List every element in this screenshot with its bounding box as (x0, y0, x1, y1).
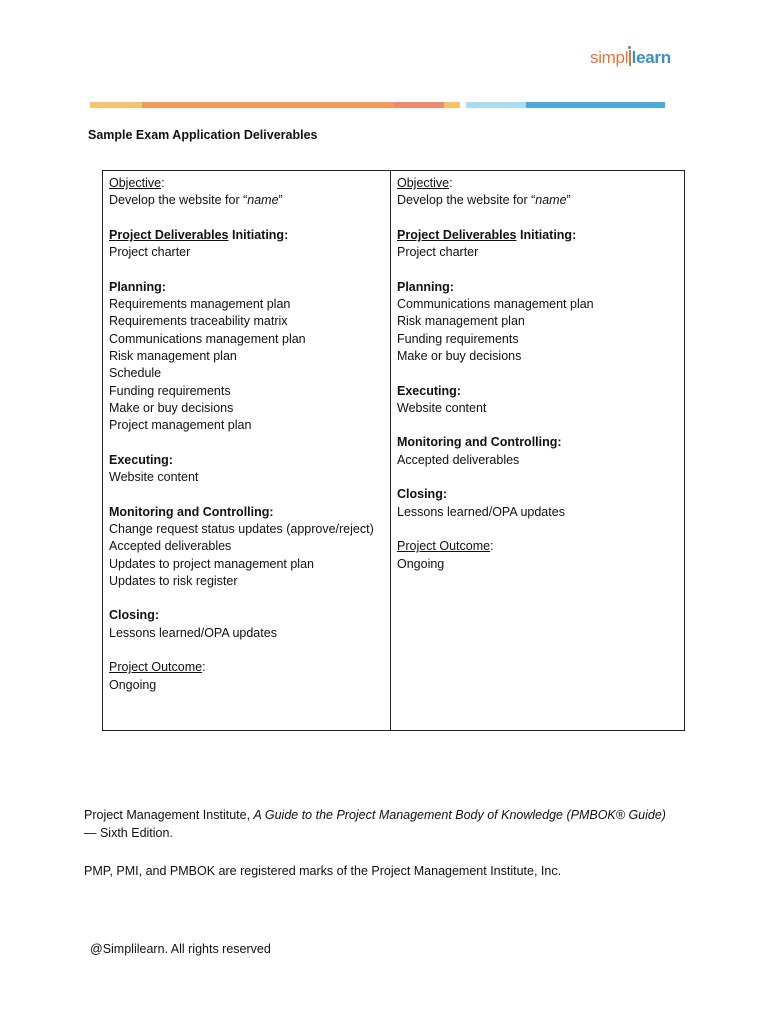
trademark-notice: PMP, PMI, and PMBOK are registered marks of the Project Management Institute, Inc. (84, 864, 562, 878)
header-stripe (466, 102, 526, 108)
list-item: Requirements management plan (109, 297, 291, 312)
list-item: Project charter (397, 245, 479, 260)
list-item: Accepted deliverables (397, 452, 520, 467)
list-item: Website content (397, 400, 487, 415)
list-item: Communications management plan (397, 297, 594, 312)
planning-heading: Planning: (109, 279, 166, 294)
list-item: Funding requirements (109, 383, 231, 398)
list-item: Funding requirements (397, 331, 519, 346)
simplilearn-logo: simpl learn (590, 48, 671, 67)
outcome-text: Ongoing (109, 677, 157, 692)
executing-heading: Executing: (109, 452, 173, 467)
list-item: Website content (109, 470, 199, 485)
right-column (397, 175, 681, 573)
list-item: Schedule (109, 366, 162, 381)
monitoring-heading: Monitoring and Controlling: (109, 504, 274, 519)
executing-heading: Executing: (397, 383, 461, 398)
closing-heading: Closing: (397, 487, 447, 502)
deliverables-table (102, 170, 685, 731)
closing-heading: Closing: (109, 608, 159, 623)
outcome-heading: Project Outcome: (109, 660, 206, 675)
header-stripe (90, 102, 142, 108)
list-item: Project charter (109, 245, 191, 260)
header-stripe (394, 102, 444, 108)
list-item: Change request status updates (approve/reject) (109, 521, 374, 536)
list-item: Risk management plan (397, 314, 525, 329)
objective-text: Develop the website for “name” (109, 193, 283, 208)
list-item: Project management plan (109, 418, 252, 433)
column-divider (390, 171, 391, 730)
left-column (109, 175, 385, 694)
list-item: Risk management plan (109, 348, 237, 363)
planning-heading: Planning: (397, 279, 454, 294)
objective-text: Develop the website for “name” (397, 193, 571, 208)
header-stripe (142, 102, 394, 108)
outcome-heading: Project Outcome: (397, 539, 494, 554)
list-item: Updates to risk register (109, 573, 238, 588)
list-item: Updates to project management plan (109, 556, 314, 571)
header-stripe (526, 102, 665, 108)
reference-source: Project Management Institute, A Guide to the Project Management Body of Knowledge (PMBOK® Guide) — Sixth Edition. (84, 808, 666, 840)
monitoring-heading: Monitoring and Controlling: (397, 435, 562, 450)
list-item: Make or buy decisions (109, 400, 234, 415)
list-item: Lessons learned/OPA updates (109, 625, 277, 640)
deliverables-heading: Project Deliverables Initiating: (397, 227, 577, 242)
page-title: Sample Exam Application Deliverables (88, 128, 318, 142)
objective-line: Objective: (109, 176, 165, 190)
list-item: Lessons learned/OPA updates (397, 504, 565, 519)
header-stripe (444, 102, 460, 108)
objective-line: Objective: (397, 176, 453, 190)
list-item: Requirements traceability matrix (109, 314, 288, 329)
outcome-text: Ongoing (397, 556, 445, 571)
list-item: Make or buy decisions (397, 348, 522, 363)
deliverables-heading: Project Deliverables Initiating: (109, 227, 289, 242)
list-item: Accepted deliverables (109, 539, 232, 554)
copyright-footer: @Simplilearn. All rights reserved (90, 942, 271, 956)
list-item: Communications management plan (109, 331, 306, 346)
